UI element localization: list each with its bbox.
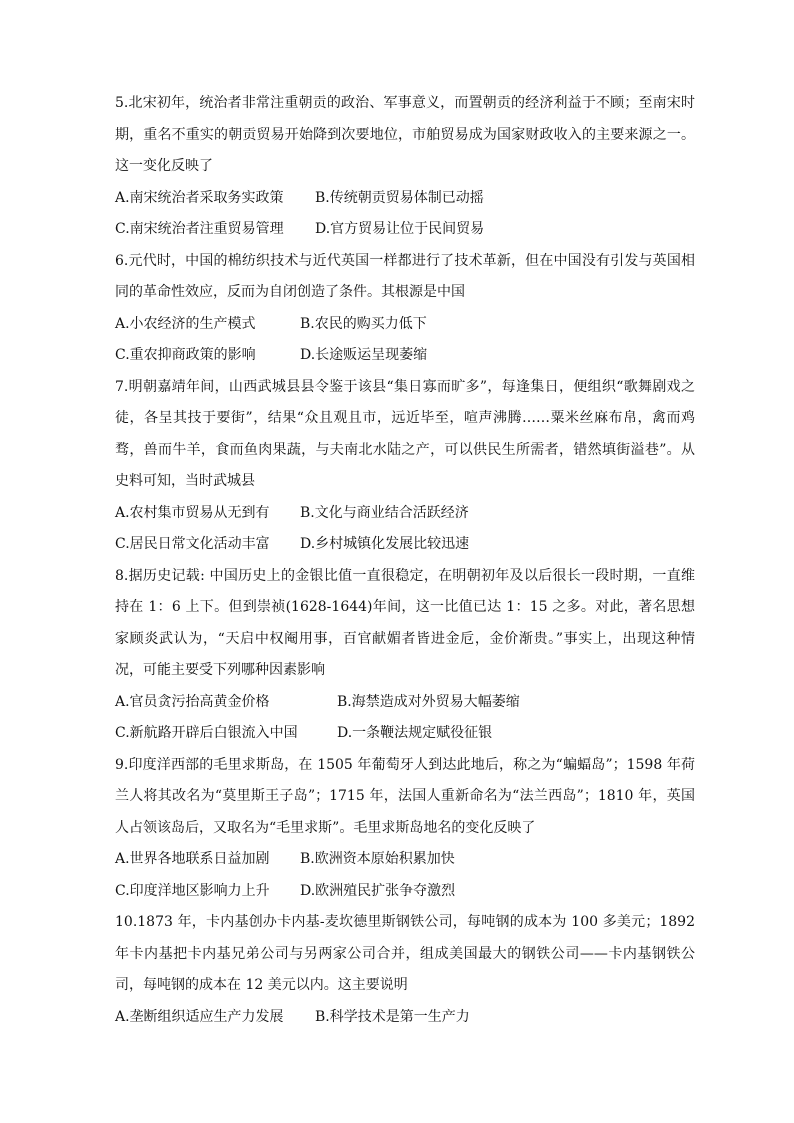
option-c[interactable]: C.居民日常文化活动丰富 (115, 536, 270, 552)
question-stem: 10.1873 年，卡内基创办卡内基-麦坎德里斯钢铁公司，每吨钢的成本为 100 多美元；1892 年卡内基把卡内基兄弟公司与另两家公司合并，组成美国最大的钢铁公司——卡内基钢铁公司，每吨钢的成本在 12 美元以内。这主要说明 (115, 914, 695, 993)
question-options (115, 687, 695, 750)
option-c[interactable]: C.南宋统治者注重贸易管理 (115, 221, 284, 237)
option-b[interactable]: B.文化与商业结合活跃经济 (300, 504, 469, 521)
question-options (115, 183, 695, 246)
option-b[interactable]: B.传统朝贡贸易体制已动摇 (315, 189, 484, 206)
question-5 (115, 88, 695, 246)
option-a[interactable]: A.世界各地联系日益加剧 (115, 851, 270, 867)
question-stem: 9.印度洋西部的毛里求斯岛，在 1505 年葡萄牙人到达此地后，称之为“蝙蝠岛”；1598 年荷兰人将其改名为“莫里斯王子岛”；1715 年，法国人重新命名为“法兰西岛”；1810 年，英国人占领该岛后，又取名为“毛里求斯”。毛里求斯岛地名的变化反映了 (115, 756, 695, 836)
option-d[interactable]: D.官方贸易让位于民间贸易 (315, 221, 485, 237)
question-options (115, 498, 695, 561)
question-stem: 8.据历史记载: 中国历史上的金银比值一直很稳定，在明朝初年及以后很长一段时期，一直维持在 1：6 上下。但到崇祯(1628-1644)年间，这一比值已达 1：15 之多。对此，著名思想家顾炎武认为，“天启中权阉用事，百官献媚者皆进金卮，金价渐贵。”事实上，出现这种情况，可能主要受下列哪种因素影响 (115, 567, 695, 678)
option-c[interactable]: C.印度洋地区影响力上升 (115, 882, 270, 899)
option-c[interactable]: C.新航路开辟后白银流入中国 (115, 725, 298, 741)
question-stem: 6.元代时，中国的棉纺织技术与近代英国一样都进行了技术革新，但在中国没有引发与英国相同的革命性效应，反而为自闭创造了条件。其根源是中国 (115, 252, 695, 300)
option-a[interactable]: A.垄断组织适应生产力发展 (115, 1008, 284, 1025)
question-7 (115, 372, 695, 561)
question-stem: 5.北宋初年，统治者非常注重朝贡的政治、军事意义，而置朝贡的经济利益于不顾；至南宋时期，重名不重实的朝贡贸易开始降到次要地位，市舶贸易成为国家财政收入的主要来源之一。这一变化反映了 (115, 95, 695, 174)
option-a[interactable]: A.南宋统治者采取务实政策 (115, 189, 284, 206)
option-d[interactable]: D.欧洲殖民扩张争夺激烈 (300, 882, 456, 899)
option-b[interactable]: B.科学技术是第一生产力 (315, 1008, 470, 1025)
option-d[interactable]: D.乡村城镇化发展比较迅速 (300, 536, 470, 552)
option-a[interactable]: A.小农经济的生产模式 (115, 315, 256, 332)
option-b[interactable]: B.欧洲资本原始积累加快 (300, 851, 455, 867)
question-10 (115, 907, 695, 1033)
option-b[interactable]: B.农民的购买力低下 (300, 315, 427, 332)
option-b[interactable]: B.海禁造成对外贸易大幅萎缩 (337, 693, 520, 710)
question-options (115, 1002, 695, 1034)
option-a[interactable]: A.官员贪污抬高黄金价格 (115, 693, 270, 710)
question-9 (115, 750, 695, 908)
option-c[interactable]: C.重农抑商政策的影响 (115, 347, 256, 363)
option-d[interactable]: D.一条鞭法规定赋役征银 (337, 725, 493, 741)
question-8 (115, 561, 695, 750)
option-a[interactable]: A.农村集市贸易从无到有 (115, 504, 270, 521)
question-options (115, 309, 695, 372)
question-6 (115, 246, 695, 372)
question-options (115, 844, 695, 907)
option-d[interactable]: D.长途贩运呈现萎缩 (300, 347, 428, 363)
exam-page (115, 88, 695, 1033)
question-stem: 7.明朝嘉靖年间，山西武城县县令鉴于该县“集日寡而旷多”，每逢集日，便组织“歌舞剧戏之徒，各呈其技于要街”，结果“众且观且市，远近毕至，喧声沸腾……粟米丝麻布帛，禽而鸡骛，兽而牛羊，食而鱼肉果蔬，与夫南北水陆之产，可以供民生所需者，错然填街溢巷”。从史料可知，当时武城县 (115, 378, 695, 489)
